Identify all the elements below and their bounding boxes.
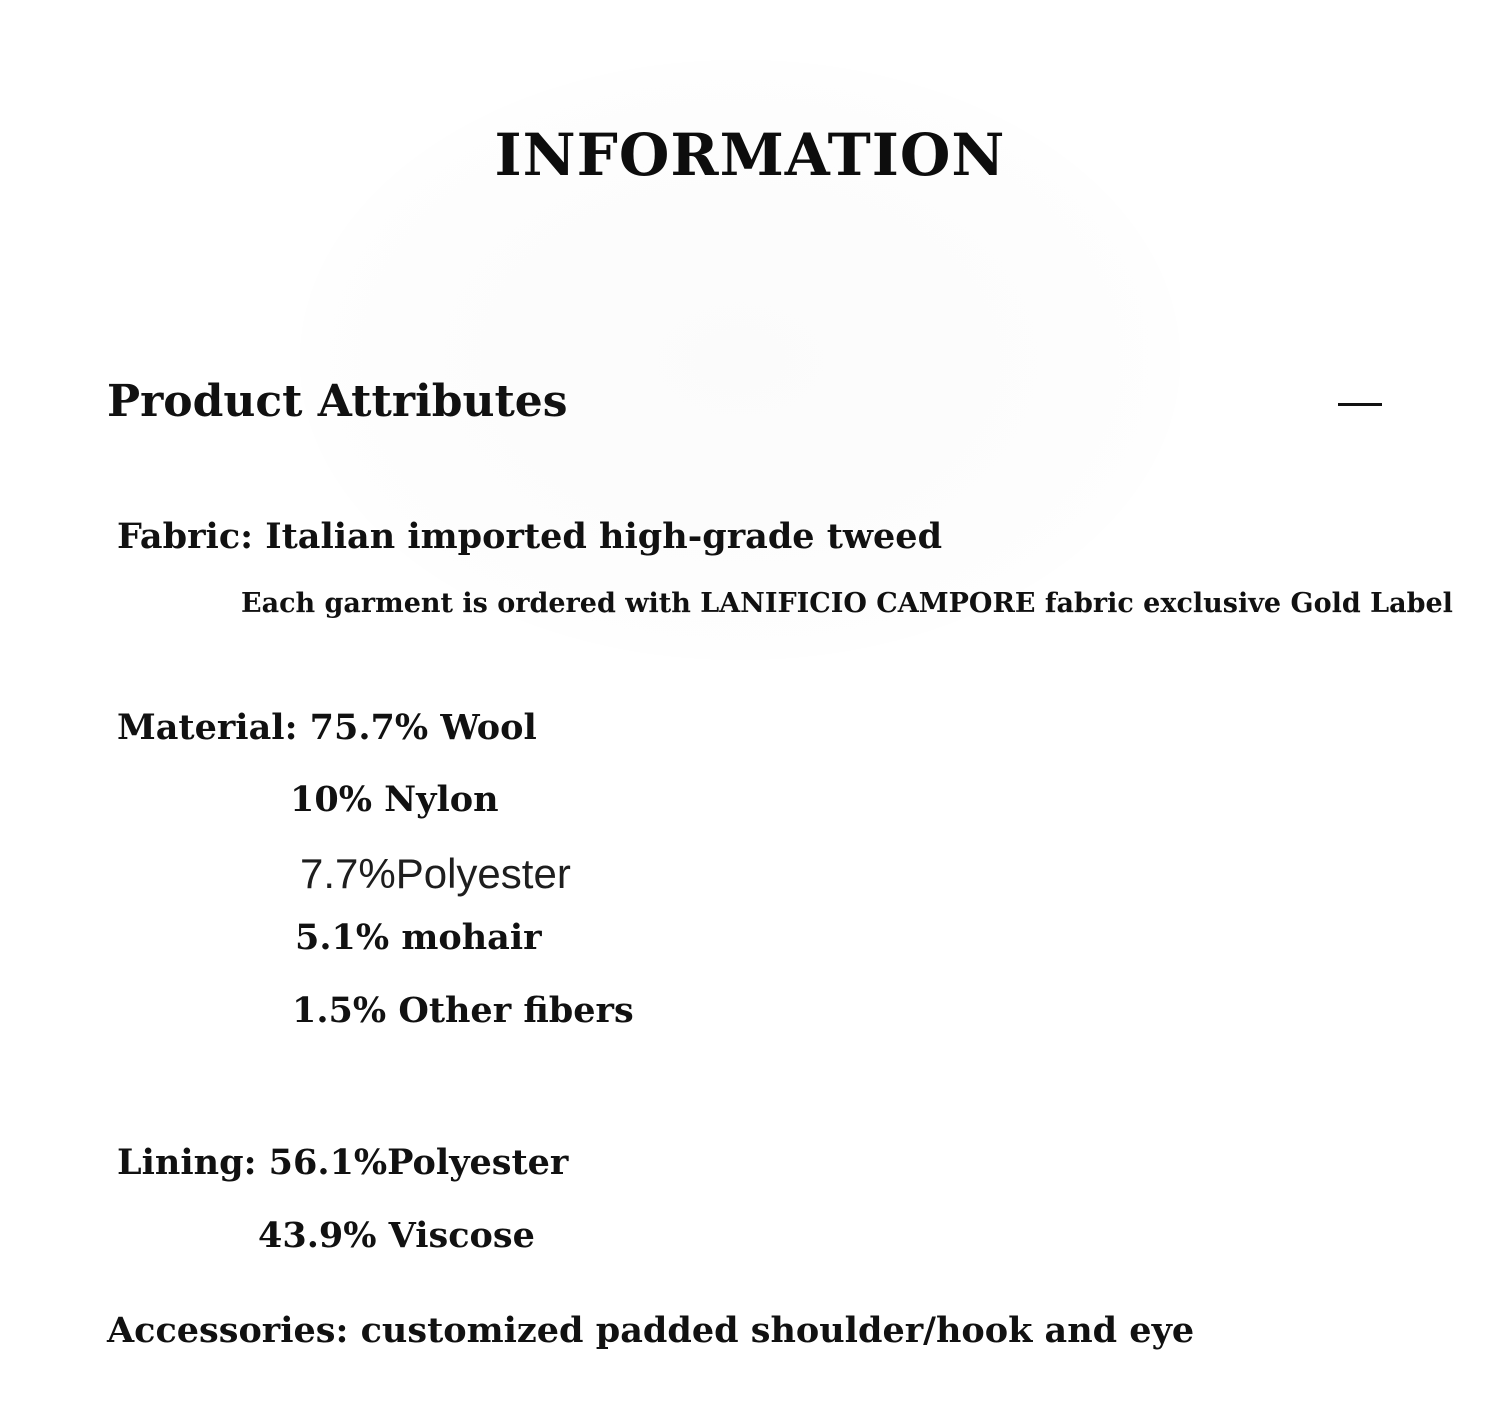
material-item-mohair: 5.1% mohair	[295, 917, 542, 958]
lining-line: Lining: 56.1%Polyester	[117, 1142, 569, 1183]
material-item-nylon: 10% Nylon	[290, 779, 499, 820]
material-item-other-fibers: 1.5% Other fibers	[292, 990, 634, 1031]
fabric-note: Each garment is ordered with LANIFICIO CAMPORE fabric exclusive Gold Label	[241, 588, 1453, 619]
material-line: Material: 75.7% Wool	[117, 707, 537, 748]
collapse-toggle-button[interactable]	[1338, 388, 1382, 420]
material-item-polyester: 7.7%Polyester	[300, 850, 571, 897]
fabric-line: Fabric: Italian imported high-grade tweed	[117, 516, 943, 557]
lining-item-viscose: 43.9% Viscose	[258, 1215, 535, 1256]
section-heading-product-attributes: Product Attributes	[107, 376, 568, 427]
page-title: INFORMATION	[494, 121, 1006, 189]
minus-icon	[1338, 403, 1382, 406]
accessories-line: Accessories: customized padded shoulder/hook and eye	[107, 1310, 1195, 1351]
